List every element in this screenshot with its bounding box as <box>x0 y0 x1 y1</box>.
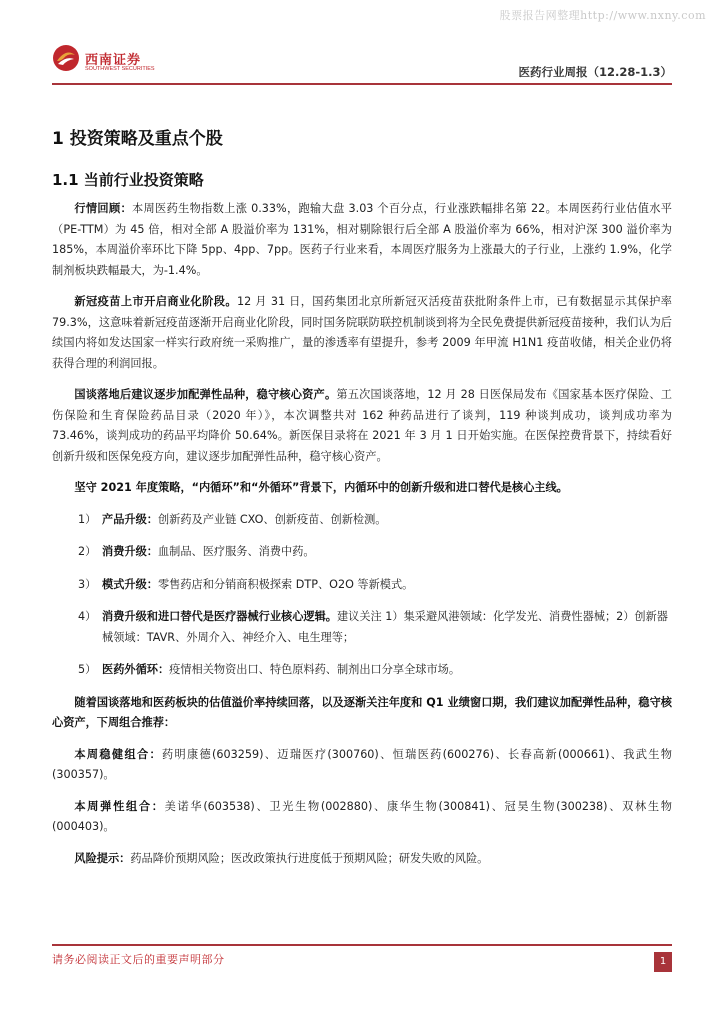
footer-divider <box>52 944 672 946</box>
list-text: 血制品、医疗服务、消费中药。 <box>157 545 315 558</box>
paragraph-lead: 本周弹性组合： <box>74 799 165 813</box>
paragraph-lead: 随着国谈落地和医药板块的估值溢价率持续回落，以及逐渐关注年度和 Q1 业绩窗口期，我们建议加配弹性品种，稳守核心资产，下周组合推荐： <box>52 695 672 729</box>
paragraph-text: 本周医药生物指数上涨 0.33%，跑输大盘 3.03 个百分点，行业涨跌幅排名第 22。本周医药行业估值水平（PE-TTM）为 45 倍，相对全部 A 股溢价率为 131%，相对剔除银行后全部 A 股溢价率为 66%，相对沪深 300 溢价率为 185%，本周溢价率环比下降 5pp、4pp、7pp。医药子行业来看，本周医疗服务为上涨最大的子行业，上涨约 1.9%，化学制剂板块跌幅最大，为-1.4%。 <box>52 202 672 277</box>
paragraph-flex-portfolio <box>52 797 672 838</box>
subsection-heading: 1.1 当前行业投资策略 <box>52 171 204 189</box>
list-lead: 产品升级： <box>102 512 158 526</box>
list-lead: 消费升级： <box>102 545 158 558</box>
report-body <box>52 199 672 880</box>
paragraph-lead: 风险提示： <box>74 851 131 865</box>
footer-disclaimer: 请务必阅读正文后的重要声明部分 <box>52 953 225 966</box>
list-lead: 消费升级和进口替代是医疗器械行业核心逻辑。 <box>102 610 337 623</box>
list-item <box>52 607 672 648</box>
list-item <box>52 660 672 681</box>
paragraph-lead: 新冠疫苗上市开启商业化阶段。 <box>74 295 238 308</box>
logo-emblem-icon <box>52 44 80 72</box>
list-text: 零售药店和分销商积极探索 DTP、O2O 等新模式。 <box>157 577 414 591</box>
header-divider <box>52 83 672 85</box>
report-title: 医药行业周报（12.28-1.3） <box>518 65 672 79</box>
paragraph-negotiation <box>52 385 672 467</box>
watermark-text: 股票报告网整理http://www.nxny.com <box>499 9 706 22</box>
list-item <box>52 510 672 531</box>
company-logo <box>52 44 155 74</box>
paragraph-lead: 行情回顾： <box>74 202 133 215</box>
paragraph-risk-warning <box>52 849 672 870</box>
list-number: 1） <box>78 512 97 526</box>
paragraph-strategy <box>52 478 672 499</box>
paragraph-market-review <box>52 199 672 281</box>
paragraph-text: 美诺华(603538)、卫光生物(002880)、康华生物(300841)、冠昊生物(300238)、双林生物(000403)。 <box>52 799 672 833</box>
paragraph-text: 药明康德(603259)、迈瑞医疗(300760)、恒瑞医药(600276)、长春高新(000661)、我武生物(300357)。 <box>52 747 672 781</box>
list-number: 4） <box>78 610 97 623</box>
list-number: 5） <box>78 663 97 676</box>
list-text: 创新药及产业链 CXO、创新疫苗、创新检测。 <box>157 512 387 526</box>
list-lead: 模式升级： <box>102 577 158 591</box>
list-item <box>52 575 672 596</box>
paragraph-lead: 国谈落地后建议逐步加配弹性品种，稳守核心资产。 <box>74 388 337 401</box>
paragraph-text: 12 月 31 日，国药集团北京所新冠灭活疫苗获批附条件上市，已有数据显示其保护率 79.3%，这意味着新冠疫苗逐渐开启商业化阶段，同时国务院联防联控机制谈到将为全民免费提供新冠疫苗接种，我们认为后续国内将如发达国家一样实行政府统一采购推广，量的渗透率有望提升，参考 2009 年甲流 H1N1 疫苗收储，相关企业仍将获得合理的利润回报。 <box>52 295 672 370</box>
list-item <box>52 542 672 563</box>
logo-name-cn: 西南证券 <box>85 53 142 68</box>
list-number: 3） <box>78 577 97 591</box>
paragraph-vaccine <box>52 292 672 374</box>
page-number: 1 <box>654 952 672 972</box>
paragraph-lead: 坚守 2021 年度策略，“内循环”和“外循环”背景下，内循环中的创新升级和进口替代是核心主线。 <box>74 481 568 494</box>
list-text: 建议关注 1）集采避风港领域：化学发光、消费性器械；2）创新器械领域：TAVR、外周介入、神经介入、电生理等； <box>102 610 668 644</box>
list-number: 2） <box>78 545 97 558</box>
list-text: 疫情相关物资出口、特色原料药、制剂出口分享全球市场。 <box>169 663 461 676</box>
list-lead: 医药外循环： <box>102 663 170 676</box>
section-heading: 1 投资策略及重点个股 <box>52 129 223 149</box>
logo-name-en: SOUTHWEST SECURITIES <box>85 66 155 72</box>
paragraph-lead: 本周稳健组合： <box>74 747 162 761</box>
paragraph-stable-portfolio <box>52 745 672 786</box>
paragraph-recommendation <box>52 693 672 734</box>
paragraph-text: 第五次国谈落地，12 月 28 日医保局发布《国家基本医疗保险、工伤保险和生育保险药品目录（2020 年）》，本次调整共对 162 种药品进行了谈判，119 种谈判成功，谈判成功率为 73.46%，谈判成功的药品平均降价 50.64%。新医保目录将在 2021 年 3 月 1 日开始实施。在医保控费背景下，持续看好创新升级和医保免疫方向，建议逐步加配弹性品种，稳守核心资产。 <box>52 388 672 463</box>
paragraph-text: 药品降价预期风险；医改政策执行进度低于预期风险；研发失败的风险。 <box>130 851 489 865</box>
